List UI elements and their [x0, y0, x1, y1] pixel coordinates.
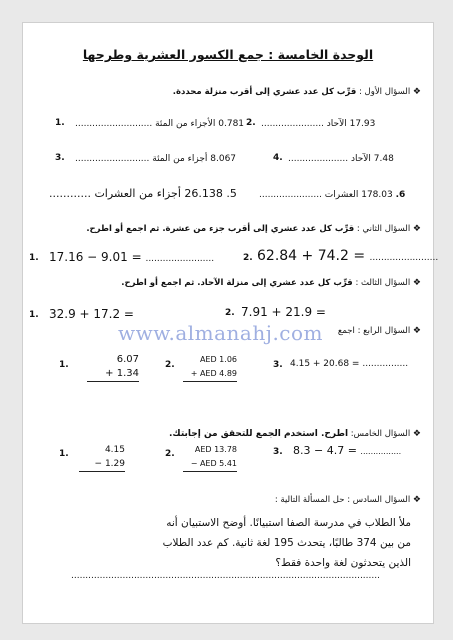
- q1-item-4-number: 4.: [273, 153, 283, 163]
- q4-item-1-top: 6.07: [116, 354, 139, 365]
- question-2-instruction: قرِّب كل عدد عشري إلى أقرب جزء من عشرة. ثم اجمع أو اطرح.: [86, 224, 355, 234]
- q1-item-2-text: 17.93 الآحاد ......................: [261, 119, 376, 129]
- q1-item-4-text: 7.48 الآحاد .....................: [288, 154, 394, 164]
- q4-item-3-expression: 4.15 + 20.68 =: [290, 359, 360, 369]
- q2-item-1-expression-row: [49, 250, 214, 264]
- q2-item-2-expression-row: [257, 248, 438, 264]
- page-title: الوحدة الخامسة : جمع الكسور العشرية وطرحها: [82, 47, 374, 62]
- question-5-heading: [169, 429, 421, 439]
- q4-item-2-number: 2.: [165, 360, 175, 370]
- q5-item-1-number: 1.: [59, 449, 69, 459]
- q5-item-3-expression: 8.3 − 4.7 =: [293, 444, 357, 457]
- question-6-heading: [275, 495, 421, 505]
- answer-line: ............................................................................................................: [71, 571, 380, 581]
- question-4-heading: [338, 326, 421, 336]
- q4-item-2-bottom: + AED 4.89: [183, 367, 237, 382]
- question-1-heading: [173, 87, 421, 97]
- diamond-bullet-icon: ❖: [412, 429, 421, 439]
- word-problem-line-1: ملأ الطلاب في مدرسة الصفا استبيانًا. أوضح الاستبيان أنه: [166, 517, 411, 529]
- q1-item-1-number: 1.: [55, 118, 65, 128]
- q4-item-3-row: [290, 359, 408, 369]
- q1-item-6: [259, 190, 405, 200]
- q1-item-6-text: 178.03 العشرات ......................: [259, 190, 393, 200]
- question-6-label: السؤال السادس : حل المسألة التالية :: [274, 495, 411, 505]
- question-1-label: السؤال الأول :: [358, 87, 411, 97]
- q2-item-1-expression: 17.16 − 9.01 =: [49, 250, 142, 264]
- question-3-label: السؤال الثالث :: [355, 278, 411, 288]
- diamond-bullet-icon: ❖: [412, 495, 421, 505]
- q1-item-5: [49, 187, 237, 200]
- q5-item-2-number: 2.: [165, 449, 175, 459]
- q4-item-1-column: [87, 353, 139, 382]
- diamond-bullet-icon: ❖: [412, 278, 421, 288]
- q4-item-2-column: [183, 353, 237, 382]
- q1-item-5-text: 26.138 أجزاء من العشرات ............: [49, 187, 223, 200]
- word-problem-line-3: الذين يتحدثون لغة واحدة فقط؟: [275, 557, 411, 569]
- worksheet-page: [22, 22, 439, 624]
- q2-item-1-number: 1.: [29, 253, 39, 263]
- q5-item-2-top: AED 13.78: [194, 445, 237, 454]
- q5-item-2-column: [183, 443, 237, 472]
- question-3-heading: [121, 278, 421, 288]
- q1-item-1-text: 0.781 الأجزاء من المئة ...........................: [75, 119, 245, 129]
- q2-item-2-expression: 62.84 + 74.2 =: [257, 248, 366, 264]
- q5-item-1-bottom: − 1.29: [79, 457, 125, 472]
- q1-item-3-number: 3.: [55, 153, 65, 163]
- q1-item-5-number: 5.: [226, 187, 237, 200]
- diamond-bullet-icon: ❖: [412, 326, 421, 336]
- diamond-bullet-icon: ❖: [412, 224, 421, 234]
- q5-item-2-bottom: − AED 5.41: [183, 457, 237, 472]
- question-2-label: السؤال الثاني :: [356, 224, 411, 234]
- q5-item-3-row: [293, 444, 401, 457]
- question-3-instruction: قرِّب كل عدد عشري إلى منزلة الآحاد. ثم اجمع أو اطرح.: [121, 278, 353, 288]
- q2-item-1-answer-blank: ........................: [145, 254, 215, 264]
- q3-item-2-expression: 7.91 + 21.9 =: [241, 305, 326, 319]
- q5-item-3-answer-blank: ................: [360, 447, 402, 456]
- question-1-instruction: قرِّب كل عدد عشري إلى أقرب منزلة محددة.: [172, 87, 357, 97]
- q4-item-1-bottom: + 1.34: [87, 367, 139, 382]
- question-4-label: السؤال الرابع : اجمع: [337, 326, 411, 336]
- q4-item-3-number: 3.: [273, 360, 283, 370]
- q4-item-1-number: 1.: [59, 360, 69, 370]
- question-2-heading: [86, 224, 421, 234]
- diamond-bullet-icon: ❖: [412, 87, 421, 97]
- q3-item-1-expression: 32.9 + 17.2 =: [49, 307, 134, 321]
- q3-item-1-number: 1.: [29, 310, 39, 320]
- q2-item-2-number: 2.: [243, 253, 253, 263]
- q3-item-2-number: 2.: [225, 308, 235, 318]
- q5-item-1-column: [79, 443, 125, 472]
- q1-item-6-number: 6.: [395, 190, 406, 200]
- question-5-label: السؤال الخامس:: [350, 429, 411, 439]
- watermark: www.almanahj.com: [118, 321, 324, 345]
- q4-item-2-top: AED 1.06: [199, 355, 237, 364]
- q5-item-1-top: 4.15: [104, 445, 125, 455]
- word-problem: [91, 513, 411, 573]
- word-problem-line-2: من بين 374 طالبًا، يتحدث 195 لغة ثانية. كم عدد الطلاب: [162, 537, 411, 549]
- q1-item-3-text: 8.067 أجزاء من المئة ..........................: [75, 154, 237, 164]
- q5-item-3-number: 3.: [273, 447, 283, 457]
- q2-item-2-answer-blank: ........................: [369, 253, 439, 263]
- q4-item-3-answer-blank: ................: [362, 359, 409, 369]
- q1-item-2-number: 2.: [246, 118, 256, 128]
- question-5-instruction: اطرح. استخدم الجمع للتحقق من إجابتك.: [169, 429, 349, 439]
